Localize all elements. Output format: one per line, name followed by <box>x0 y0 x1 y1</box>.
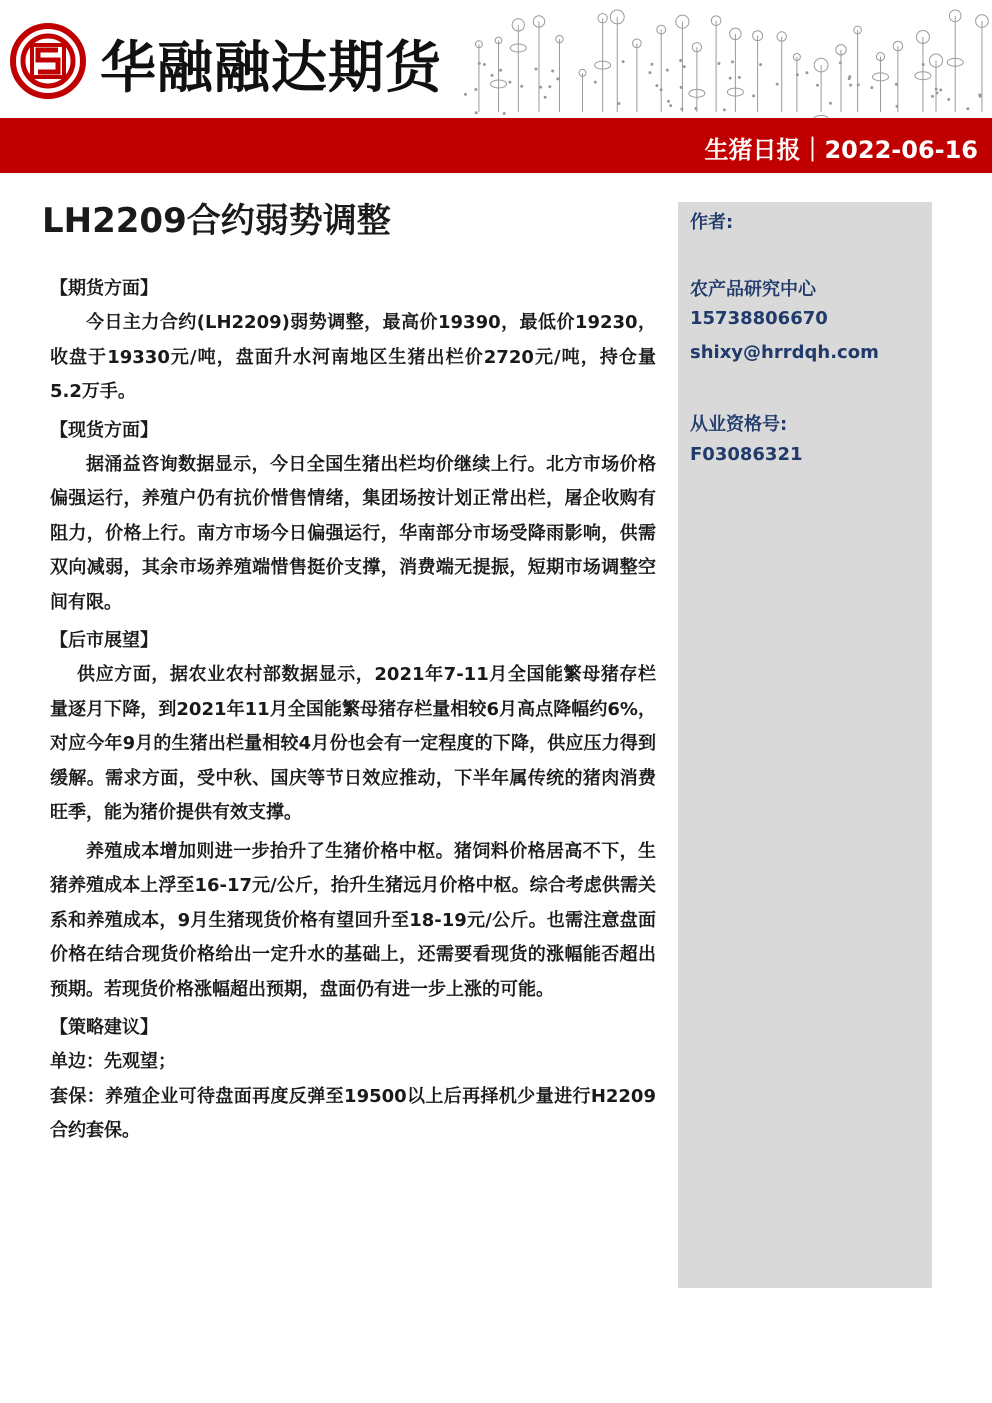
paragraph-strategy-single: 单边：先观望； <box>50 1051 176 1072</box>
section-heading-outlook: 【后市展望】 <box>50 630 158 651</box>
author-email: shixy@hrrdqh.com <box>690 342 879 363</box>
logo-icon <box>10 23 86 99</box>
report-banner <box>0 118 992 173</box>
paragraph-outlook-supply: 供应方面，据农业农村部数据显示，2021年7-11月全国能繁母猪存栏量逐月下降，到2021年11月全国能繁母猪存栏量相较6月高点降幅约6%，对应今年9月的生猪出栏量相较4月份也会有一定程度的下降，供应压力得到缓解。需求方面，受中秋、国庆等节日效应推动，下半年属传统的猪肉消费旺季，能为猪价提供有效支撑。 <box>50 664 656 823</box>
page-header <box>0 0 992 174</box>
license-label: 从业资格号: <box>690 414 788 435</box>
license-number: F03086321 <box>690 444 803 465</box>
author-phone: 15738806670 <box>690 308 828 329</box>
paragraph-outlook-cost: 养殖成本增加则进一步抬升了生猪价格中枢。猪饲料价格居高不下，生猪养殖成本上浮至16-17元/公斤，抬升生猪远月价格中枢。综合考虑供需关系和养殖成本，9月生猪现货价格有望回升至18-19元/公斤。也需注意盘面价格在结合现货价格给出一定升水的基础上，还需要看现货的涨幅能否超出预期。若现货价格涨幅超出预期，盘面仍有进一步上涨的可能。 <box>50 840 656 1000</box>
author-sidebar <box>678 202 932 1288</box>
decorative-pattern <box>455 0 992 118</box>
author-label: 作者: <box>690 212 734 233</box>
brand-name: 华融融达期货 <box>100 35 442 101</box>
section-heading-spot: 【现货方面】 <box>50 419 158 441</box>
article-title: LH2209合约弱势调整 <box>42 201 391 241</box>
author-org: 农产品研究中心 <box>690 279 816 300</box>
report-tag: 生猪日报｜2022-06-16 <box>704 136 978 164</box>
paragraph-strategy-hedge: 套保：养殖企业可待盘面再度反弹至19500以上后再择机少量进行H2209合约套保。 <box>50 1085 656 1141</box>
article-body <box>42 196 662 1153</box>
paragraph-spot: 据涌益咨询数据显示，今日全国生猪出栏均价继续上行。北方市场价格偏强运行，养殖户仍有抗价惜售情绪，集团场按计划正常出栏，屠企收购有阻力，价格上行。南方市场今日偏强运行，华南部分市场受降雨影响，供需双向减弱，其余市场养殖端惜售挺价支撑，消费端无提振，短期市场调整空间有限。 <box>50 453 656 613</box>
paragraph-futures: 今日主力合约(LH2209)弱势调整，最高价19390，最低价19230，收盘于19330元/吨，盘面升水河南地区生猪出栏价2720元/吨，持仓量5.2万手。 <box>50 312 656 402</box>
section-heading-futures: 【期货方面】 <box>50 278 158 299</box>
section-heading-strategy: 【策略建议】 <box>50 1017 158 1038</box>
